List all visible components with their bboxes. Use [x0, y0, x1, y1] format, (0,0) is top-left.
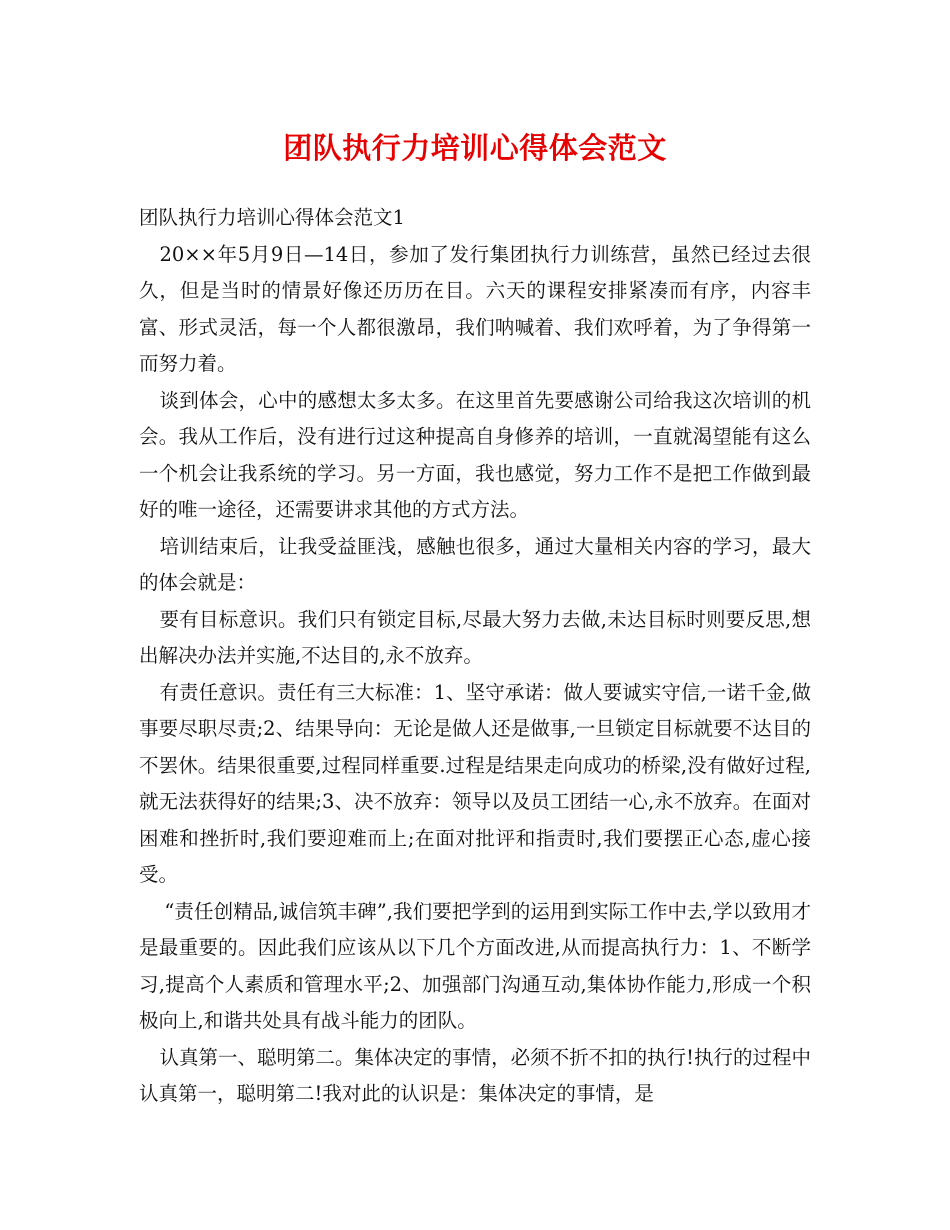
paragraph-feelings: 谈到体会，心中的感想太多太多。在这里首先要感谢公司给我这次培训的机会。我从工作后，没有进行过这种提高自身修养的培训，一直就渴望能有这么一个机会让我系统的学习。另一方面，我也感觉，努力工作不是把工作做到最好的唯一途径，还需要讲求其他的方式方法。	[139, 388, 811, 521]
paragraph-quote: “责任创精品,诚信筑丰碑”,我们要把学到的运用到实际工作中去,学以致用才是最重要的。因此我们应该从以下几个方面改进,从而提高执行力：1、不断学习,提高个人素质和管理水平;2、加强部门沟通互动,集体协作能力,形成一个积极向上,和谐共处具有战斗能力的团队。	[139, 899, 811, 1032]
section-heading: 团队执行力培训心得体会范文1	[139, 206, 405, 229]
document-body	[139, 200, 811, 1113]
paragraph-goal-awareness: 要有目标意识。我们只有锁定目标,尽最大努力去做,未达目标时则要反思,想出解决办法并实施,不达目的,永不放弃。	[139, 607, 811, 667]
paragraph-intro: 20××年5月9日—14日，参加了发行集团执行力训练营，虽然已经过去很久，但是当时的情景好像还历历在目。六天的课程安排紧凑而有序，内容丰富、形式灵活，每一个人都很激昂，我们呐喊着、我们欢呼着，为了争得第一而努力着。	[139, 242, 811, 375]
document-title: 团队执行力培训心得体会范文	[283, 131, 667, 165]
paragraph-responsibility: 有责任意识。责任有三大标准：1、坚守承诺：做人要诚实守信,一诺千金,做事要尽职尽责;2、结果导向：无论是做人还是做事,一旦锁定目标就要不达目的不罢休。结果很重要,过程同样重要.过程是结果走向成功的桥梁,没有做好过程,就无法获得好的结果;3、决不放弃：领导以及员工团结一心,永不放弃。在面对困难和挫折时,我们要迎难而上;在面对批评和指责时,我们要摆正心态,虚心接受。	[139, 680, 811, 886]
paragraph-after-training: 培训结束后，让我受益匪浅，感触也很多，通过大量相关内容的学习，最大的体会就是：	[139, 534, 811, 594]
paragraph-diligence: 认真第一、聪明第二。集体决定的事情，必须不折不扣的执行!执行的过程中认真第一，聪明第二!我对此的认识是：集体决定的事情，是	[139, 1045, 811, 1105]
